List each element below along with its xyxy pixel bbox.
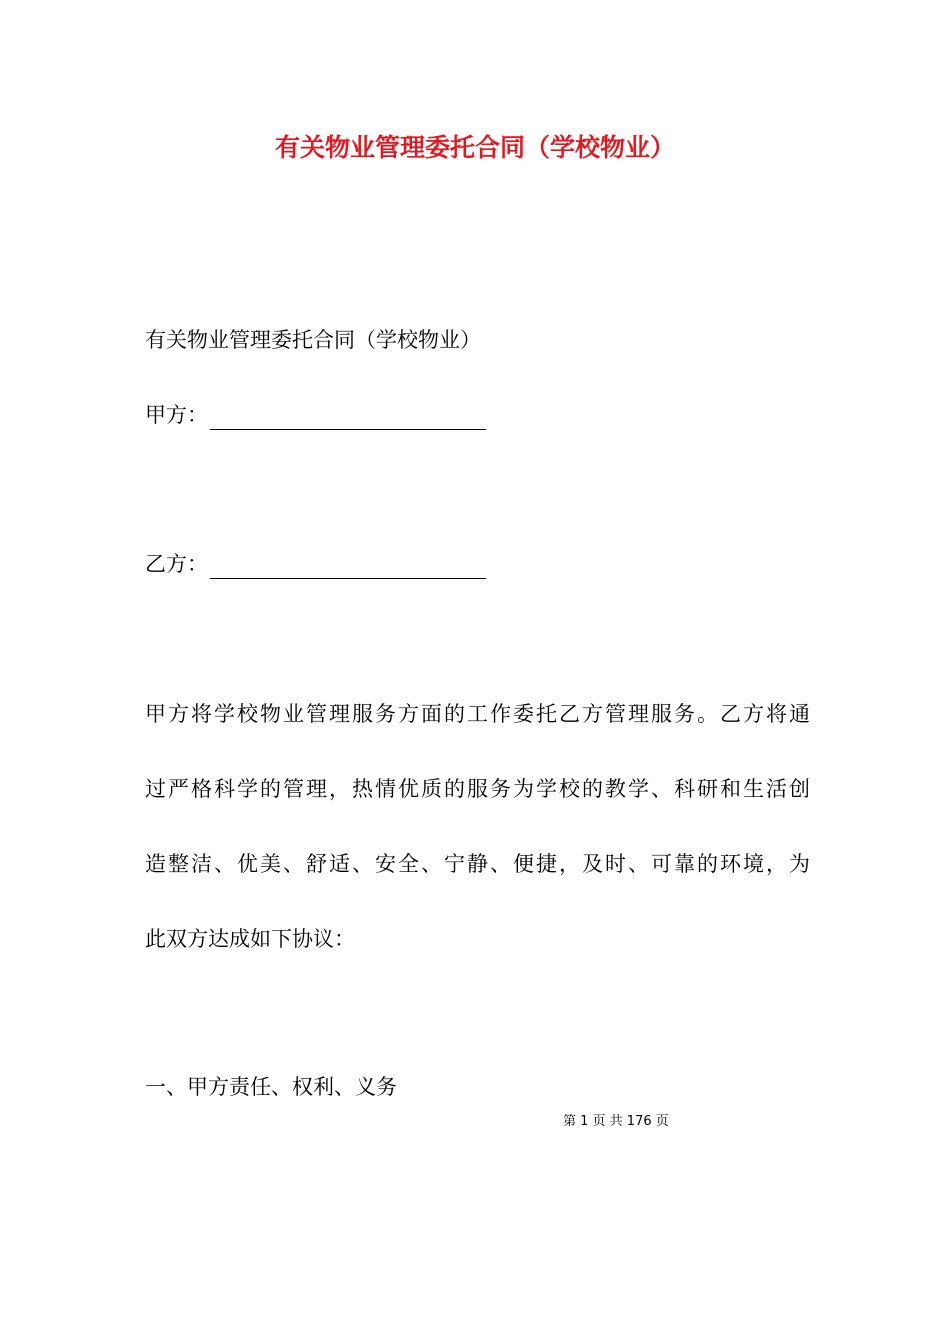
- page-footer: 第 1 页 共 176 页: [563, 1114, 669, 1129]
- intro-line: 过严格科学的管理，热情优质的服务为学校的教学、科研和生活创: [145, 777, 810, 801]
- party-b-blank: [210, 556, 486, 579]
- party-b-label: 乙方：: [145, 552, 208, 576]
- document-title: 有关物业管理委托合同（学校物业）: [274, 133, 675, 162]
- intro-line: 此双方达成如下协议：: [145, 927, 355, 951]
- intro-line: 造整洁、优美、舒适、安全、宁静、便捷，及时、可靠的环境，为: [145, 852, 810, 876]
- party-a-line: [145, 400, 486, 430]
- section-heading: 一、甲方责任、权利、义务: [145, 1075, 397, 1099]
- party-a-label: 甲方：: [145, 403, 208, 427]
- intro-paragraph: [145, 699, 810, 954]
- intro-line: 甲方将学校物业管理服务方面的工作委托乙方管理服务。乙方将通: [145, 702, 810, 726]
- party-a-blank: [210, 407, 486, 430]
- contract-subtitle: 有关物业管理委托合同（学校物业）: [145, 328, 481, 352]
- party-b-line: [145, 549, 486, 579]
